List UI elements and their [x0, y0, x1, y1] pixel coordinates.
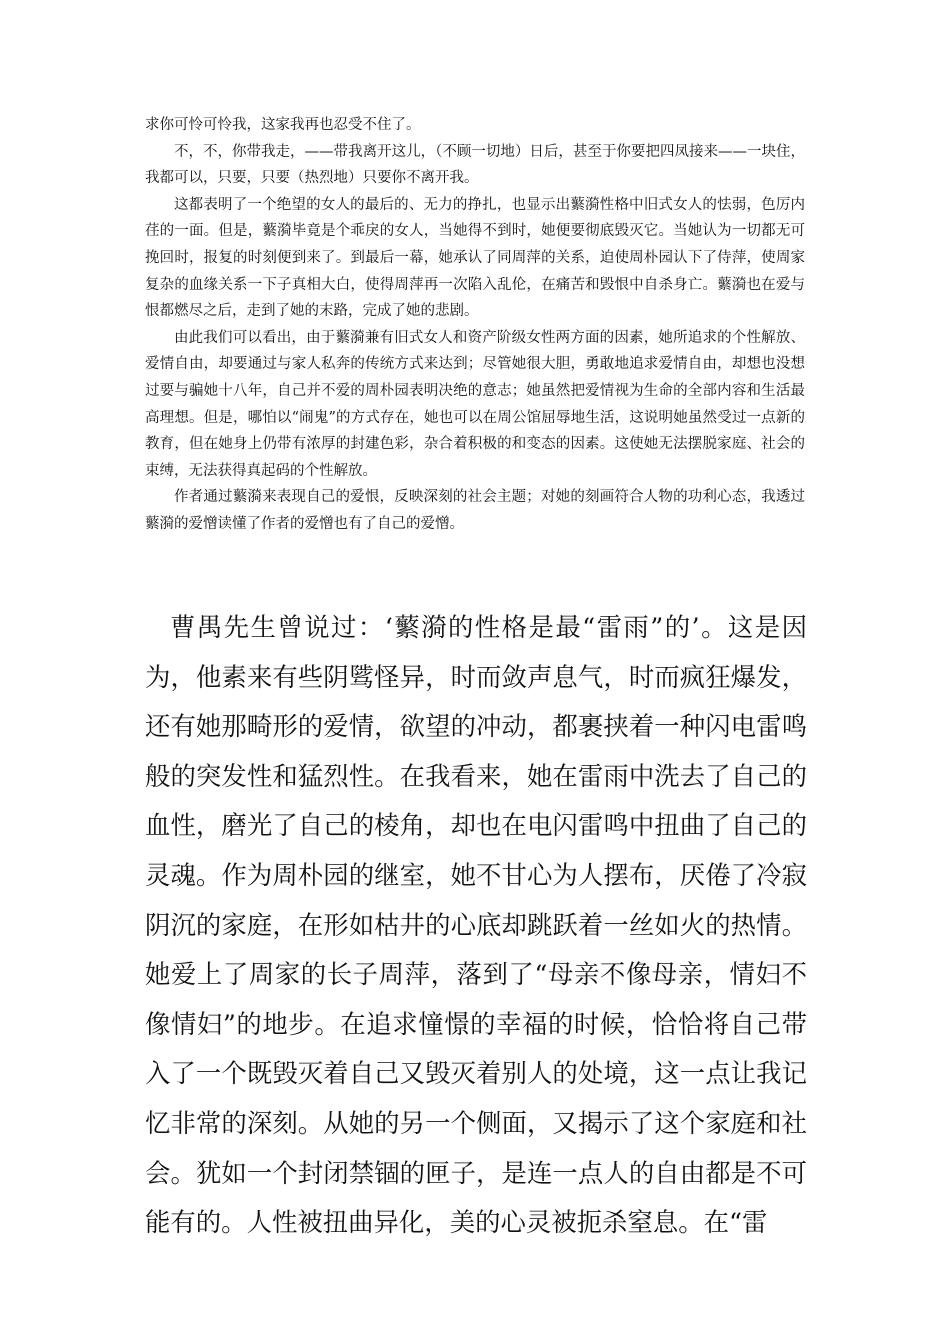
paragraph-quote-2: 不，不，你带我走，——带我离开这儿，（不顾一切地）日后，甚至于你要把四凤接来——一块住，我都可以，只要，只要（热烈地）只要你不离开我。 [145, 143, 805, 187]
paragraph-conclusion: 作者通过蘩漪来表现自己的爱恨，反映深刻的社会主题；对她的刻画符合人物的功利心态，我透过蘩漪的爱憎读懂了作者的爱憎也有了自己的爱憎。 [145, 489, 805, 532]
paragraph-quote-1: 求你可怜可怜我，这家我再也忍受不住了。 [145, 117, 421, 133]
essay-section-small [145, 112, 805, 538]
paragraph-large-text: 曹禺先生曾说过：‘蘩漪的性格是最“雷雨”的’。这是因为，他素来有些阴骘怪异，时而敛声息气，时而疯狂爆发，还有她那畸形的爱情，欲望的冲动，都裹挟着一种闪电雷鸣般的突发性和猛烈性。在我看来，她在雷雨中洗去了自己的血性，磨光了自己的棱角，却也在电闪雷鸣中扭曲了自己的灵魂。作为周朴园的继室，她不甘心为人摆布，厌倦了冷寂阴沉的家庭，在形如枯井的心底却跳跃着一丝如火的热情。她爱上了周家的长子周萍，落到了“母亲不像母亲，情妇不像情妇”的地步。在追求憧憬的幸福的时候，恰恰将自己带入了一个既毁灭着自己又毁灭着别人的处境，这一点让我记忆非常的深刻。从她的另一个侧面，又揭示了这个家庭和社会。犹如一个封闭禁锢的匣子，是连一点人的自由都是不可能有的。人性被扭曲异化，美的心灵被扼杀窒息。在“雷 [145, 612, 807, 1238]
paragraph-analysis-2: 由此我们可以看出，由于蘩漪兼有旧式女人和资产阶级女性两方面的因素，她所追求的个性解放、爱情自由，却要通过与家人私奔的传统方式来达到；尽管她很大胆，勇敢地追求爱情自由，却想也没想过要与骗她十八年，自己并不爱的周朴园表明决绝的意志；她虽然把爱情视为生命的全部内容和生活最高理想。但是，哪怕以“闹鬼”的方式存在，她也可以在周公馆屈辱地生活，这说明她虽然受过一点新的教育，但在她身上仍带有浓厚的封建色彩，杂合着积极的和变态的因素。这使她无法摆脱家庭、社会的束缚，无法获得真起码的个性解放。 [145, 329, 805, 479]
essay-section-large [145, 603, 807, 1248]
paragraph-analysis-1: 这都表明了一个绝望的女人的最后的、无力的挣扎，也显示出蘩漪性格中旧式女人的怯弱，色厉内荏的一面。但是，蘩漪毕竟是个乖戾的女人，当她得不到时，她便要彻底毁灭它。当她认为一切都无可挽回时，报复的时刻便到来了。到最后一幕，她承认了同周萍的关系，迫使周朴园认下了侍萍，使周家复杂的血缘关系一下子真相大白，使得周萍再一次陷入乱伦，在痛苦和毁恨中自杀身亡。蘩漪也在爱与恨都燃尽之后，走到了她的末路，完成了她的悲剧。 [145, 196, 805, 320]
